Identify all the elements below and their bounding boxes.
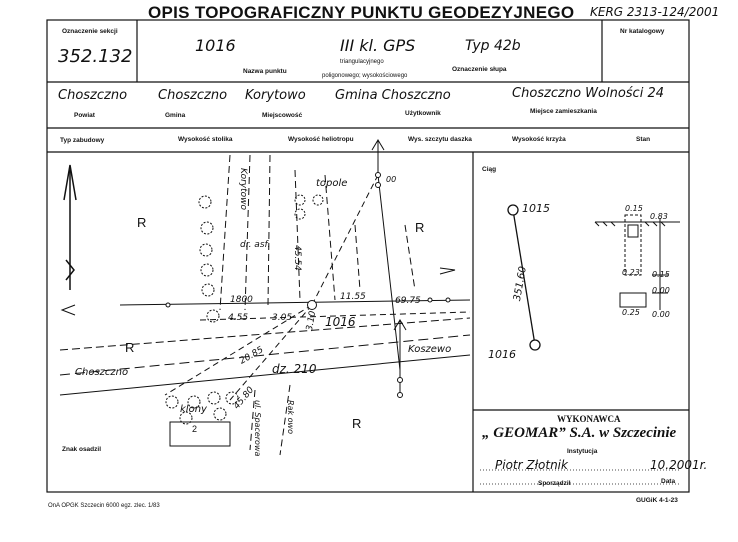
catalog-label: Nr katalogowy bbox=[620, 28, 665, 35]
map-region-r3: R bbox=[125, 340, 135, 355]
marker-dim-023: 0.23 bbox=[622, 268, 640, 277]
map-point-1016: 1016 bbox=[325, 315, 356, 329]
map-dist-455: 4.55 bbox=[228, 313, 249, 323]
marker-dim-000a: 0.00 bbox=[652, 286, 670, 295]
point-name-label: Nazwa punktu bbox=[243, 68, 287, 75]
section-label: Oznaczenie sekcji bbox=[62, 28, 118, 35]
triang-label: triangulacyjnego bbox=[340, 59, 384, 65]
map-dist-6975: 69.75 bbox=[395, 296, 421, 306]
miejsce-value: Choszczno Wolności 24 bbox=[512, 86, 664, 101]
map-dist-1800: 1800 bbox=[230, 295, 253, 305]
section-value: 352.132 bbox=[58, 46, 133, 67]
gmina-value: Choszczno bbox=[158, 88, 228, 103]
map-label-rak-owo: Rak owo bbox=[286, 400, 295, 434]
point-name-value: 1016 bbox=[195, 36, 236, 55]
contractor-name: „ GEOMAR” S.A. w Szczecinie bbox=[482, 425, 677, 441]
building-outline bbox=[170, 422, 230, 446]
uzytkownik-label: Użytkownik bbox=[405, 110, 441, 117]
marker-dim-015: 0.15 bbox=[625, 204, 643, 213]
map-point-00: 00 bbox=[386, 175, 397, 184]
footer-left: OnA OPGK Szczecin 6000 egz. zlec. 1/83 bbox=[48, 503, 160, 509]
map-label-koszewo: Koszewo bbox=[408, 344, 452, 355]
map-dist-4580: 45.80 bbox=[232, 385, 257, 412]
marker-dim-000b: 0.00 bbox=[652, 310, 670, 319]
map-label-klony: klony bbox=[180, 404, 207, 415]
wys-stolika-label: Wysokość stolika bbox=[178, 136, 233, 143]
map-region-r2: R bbox=[415, 220, 425, 235]
document-reference: KERG 2313-124/2001 bbox=[590, 5, 720, 19]
map-label-ul-spacerowa: ul. Spacerowa bbox=[253, 400, 262, 457]
north-arrow-icon bbox=[64, 165, 76, 290]
marker-dim-025: 0.25 bbox=[622, 308, 640, 317]
wys-krzyza-label: Wysokość krzyża bbox=[512, 136, 566, 143]
powiat-label: Powiat bbox=[74, 112, 95, 119]
point-type-value: Typ 42b bbox=[465, 38, 521, 54]
znak-label: Znak osadzil bbox=[62, 446, 102, 453]
document-title: OPIS TOPOGRAFICZNY PUNKTU GEODEZYJNEGO bbox=[148, 3, 575, 22]
map-label-dr-asf: dr. asf. bbox=[240, 240, 271, 250]
map-label-dz210: dz. 210 bbox=[272, 362, 317, 376]
wys-szczytu-label: Wys. szczytu daszka bbox=[408, 136, 472, 143]
map-dist-305: 3.05 bbox=[272, 313, 293, 323]
map-region-r4: R bbox=[352, 416, 362, 431]
contractor-label: WYKONAWCA bbox=[557, 414, 621, 424]
miejsce-label: Miejsce zamieszkania bbox=[530, 108, 597, 115]
map-label-choszczno: Choszczno bbox=[75, 367, 129, 378]
map-dist-310: 3.10 bbox=[305, 310, 319, 332]
ciag-label: Ciąg bbox=[482, 166, 497, 173]
map-dist-4554: 45.54 bbox=[292, 245, 302, 271]
miejscowosc-value: Korytowo bbox=[245, 88, 306, 103]
map-dist-2085: 20.85 bbox=[238, 345, 266, 367]
side-point-1015: 1015 bbox=[522, 202, 550, 215]
stan-label: Stan bbox=[636, 136, 651, 143]
side-point-1016: 1016 bbox=[488, 348, 516, 361]
side-distance: 351.60 bbox=[512, 265, 529, 302]
marker-dim-015b: 0.15 bbox=[652, 270, 670, 279]
institution-label: Instytucja bbox=[567, 448, 598, 455]
footer-right: GUGiK 4-1-23 bbox=[636, 497, 678, 504]
miejscowosc-label: Miejscowość bbox=[262, 112, 303, 119]
typ-zabudowy-label: Typ zabudowy bbox=[60, 137, 105, 144]
marker-label: Oznaczenie słupa bbox=[452, 66, 507, 73]
map-label-topole: topole bbox=[316, 178, 348, 189]
point-class-value: III kl. GPS bbox=[340, 36, 416, 55]
date-value: 10.2001r. bbox=[650, 458, 708, 472]
gmina-label: Gmina bbox=[165, 112, 186, 119]
building-number: 2 bbox=[192, 424, 198, 434]
map-dist-1155: 11.55 bbox=[340, 292, 366, 302]
marker-dim-083: 0.83 bbox=[650, 212, 668, 221]
marker-section bbox=[595, 215, 680, 310]
powiat-value: Choszczno bbox=[58, 88, 128, 103]
map-label-korytowo: Korytowo bbox=[238, 168, 248, 211]
wys-heliotropu-label: Wysokość heliotropu bbox=[288, 136, 354, 143]
date-label: Data bbox=[661, 478, 676, 485]
poly-label: poligonowego; wysokościowego bbox=[322, 73, 408, 79]
uzytkownik-value: Gmina Choszczno bbox=[335, 88, 451, 103]
prepared-by-value: Piotr Złotnik bbox=[495, 458, 568, 472]
map-region-r1: R bbox=[137, 215, 147, 230]
prepared-by-label: Sporządził bbox=[538, 480, 571, 487]
